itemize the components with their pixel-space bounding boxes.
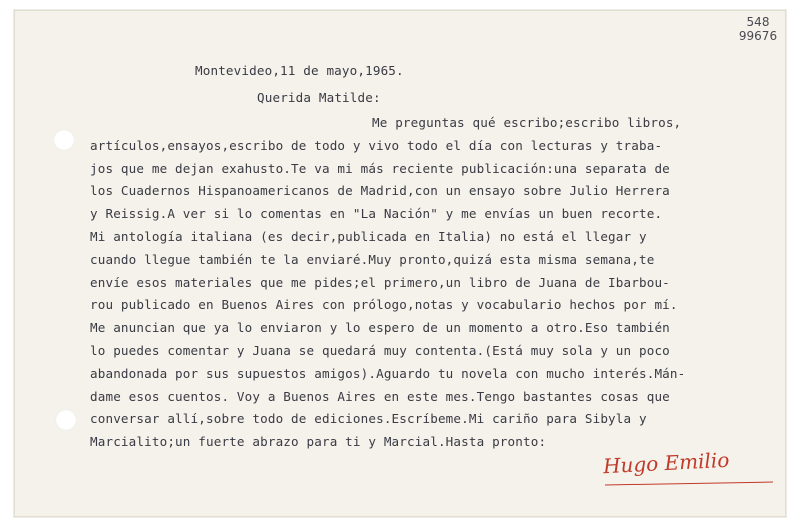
letter-sheet — [14, 10, 786, 517]
archive-annotation — [733, 15, 783, 43]
body-line: Mi antología italiana (es decir,publicada en Italia) no está el llegar y — [90, 229, 647, 244]
body-line: cuando llegue también te la enviaré.Muy pronto,quizá esta misma semana,te — [90, 251, 655, 267]
punch-hole-bottom — [55, 409, 77, 431]
body-line: envíe esos materiales que me pides;el primero,un libro de Juana de Ibarbou- — [90, 274, 670, 290]
body-line: abandonada por sus supuestos amigos).Aguardo tu novela con mucho interés.Mán- — [90, 365, 686, 381]
body-line: conversar allí,sobre todo de ediciones.Escríbeme.Mi cariño para Sibyla y — [90, 411, 647, 427]
signature-underline — [605, 482, 773, 486]
body-line: rou publicado en Buenos Aires con prólogo,notas y vocabulario hechos por mí. — [90, 297, 678, 313]
signature: Hugo Emilio — [602, 447, 730, 479]
punch-hole-top — [53, 129, 75, 151]
body-line: artículos,ensayos,escribo de todo y vivo todo el día con lecturas y traba- — [90, 137, 663, 153]
salutation: Querida Matilde: — [257, 90, 381, 105]
place-date: Montevideo,11 de mayo,1965. — [195, 63, 404, 78]
body-line: los Cuadernos Hispanoamericanos de Madrid,con un ensayo sobre Julio Herrera — [90, 183, 670, 199]
archive-number-1: 548 — [746, 15, 770, 29]
body-line: Me preguntas qué escribo;escribo libros, — [372, 115, 682, 130]
body-line: Marcialito;un fuerte abrazo para ti y Marcial.Hasta pronto: — [90, 434, 547, 450]
body-line: dame esos cuentos. Voy a Buenos Aires en este mes.Tengo bastantes cosas que — [90, 388, 670, 404]
body-line: y Reissig.A ver si lo comentas en "La Nación" y me envías un buen recorte. — [90, 206, 663, 222]
body-line: Me anuncian que ya lo enviaron y lo espero de un momento a otro.Eso también — [90, 320, 670, 336]
body-line: lo puedes comentar y Juana se quedará muy contenta.(Está muy sola y un poco — [90, 343, 670, 358]
archive-number-2: 99676 — [738, 29, 778, 43]
body-line: jos que me dejan exahusto.Te va mi más reciente publicación:una separata de — [90, 160, 670, 176]
